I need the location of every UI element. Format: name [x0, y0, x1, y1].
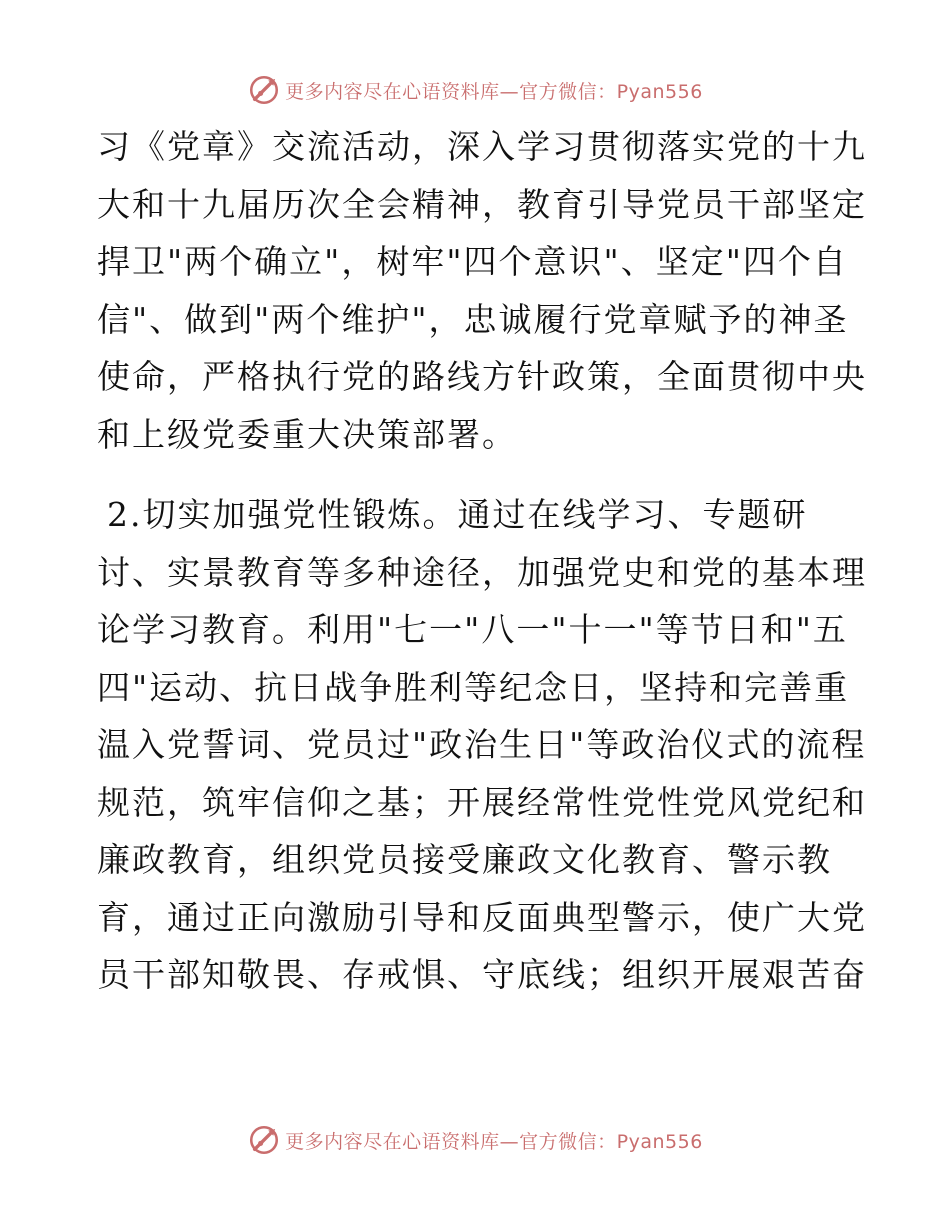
paragraph-line: 育，通过正向激励引导和反面典型警示，使广大党	[97, 897, 867, 937]
watermark-text: 更多内容尽在心语资料库—官方微信：Pyan556	[285, 80, 703, 103]
paragraph-line: 信"、做到"两个维护"，忠诚履行党章赋予的神圣	[97, 299, 849, 339]
paragraph-2	[97, 486, 867, 1004]
watermark-text: 更多内容尽在心语资料库—官方微信：Pyan556	[285, 1130, 703, 1153]
paragraph-line: 温入党誓词、党员过"政治生日"等政治仪式的流程	[97, 725, 867, 764]
paragraph-line: 员干部知敬畏、存戒惧、守底线；组织开展艰苦奋	[97, 955, 867, 994]
paragraph-line: 四"运动、抗日战争胜利等纪念日，坚持和完善重	[97, 667, 850, 707]
logo-icon	[247, 73, 281, 107]
paragraph-line: 2.切实加强党性锻炼。通过在线学习、专题研	[107, 495, 808, 534]
footer-watermark	[0, 1120, 950, 1160]
paragraph-line: 廉政教育，组织党员接受廉政文化教育、警示教	[97, 840, 832, 879]
paragraph-line: 使命，严格执行党的路线方针政策，全面贯彻中央	[97, 357, 867, 396]
header-watermark	[0, 70, 950, 110]
paragraph-line: 大和十九届历次全会精神，教育引导党员干部坚定	[97, 184, 867, 224]
paragraph-line: 讨、实景教育等多种途径，加强党史和党的基本理	[97, 552, 867, 592]
paragraph-line: 规范，筑牢信仰之基；开展经常性党性党风党纪和	[97, 782, 867, 822]
paragraph-line: 和上级党委重大决策部署。	[97, 414, 517, 454]
paragraph-1	[97, 118, 867, 463]
paragraph-line: 习《党章》交流活动，深入学习贯彻落实党的十九	[97, 127, 867, 166]
paragraph-line: 论学习教育。利用"七一"八一"十一"等节日和"五	[97, 610, 848, 649]
paragraph-line: 捍卫"两个确立"，树牢"四个意识"、坚定"四个自	[97, 242, 848, 281]
logo-icon	[247, 1123, 281, 1157]
